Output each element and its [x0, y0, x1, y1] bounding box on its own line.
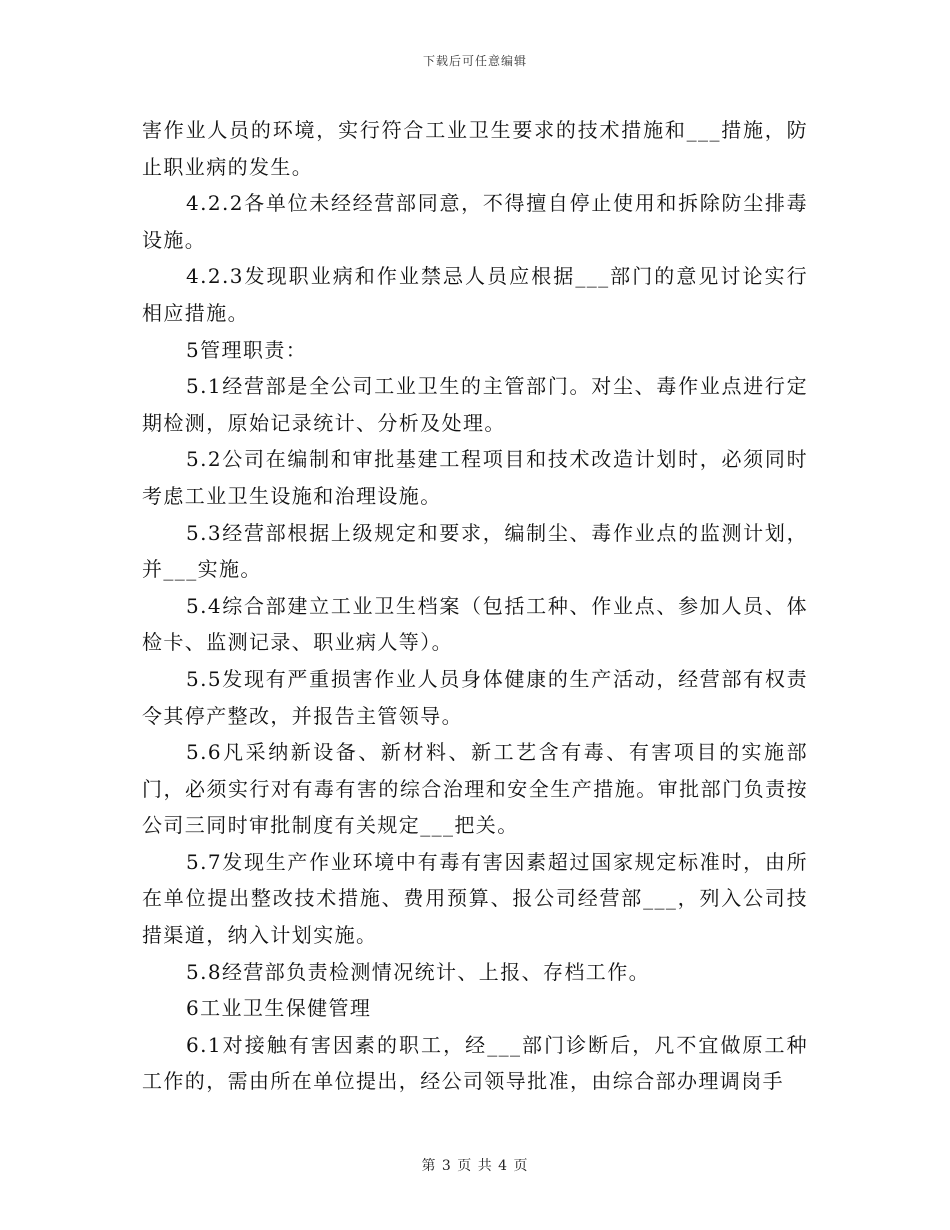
- paragraph-5-5: 5.5发现有严重损害作业人员身体健康的生产活动，经营部有权责令其停产整改，并报告主管领导。: [142, 666, 808, 728]
- paragraph-5-3: 5.3经营部根据上级规定和要求，编制尘、毒作业点的监测计划，并___实施。: [142, 520, 808, 582]
- paragraph-1: 害作业人员的环境，实行符合工业卫生要求的技术措施和___措施，防止职业病的发生。: [142, 118, 808, 179]
- paragraph-5-7: 5.7发现生产作业环境中有毒有害因素超过国家规定标准时，由所在单位提出整改技术措施、费用预算、报公司经营部___，列入公司技措渠道，纳入计划实施。: [142, 849, 808, 948]
- section-heading-6: 6工业卫生保健管理: [186, 996, 372, 1021]
- paragraph-5-1: 5.1经营部是全公司工业卫生的主管部门。对尘、毒作业点进行定期检测，原始记录统计、分析及处理。: [142, 374, 808, 435]
- paragraph-5-8: 5.8经营部负责检测情况统计、上报、存档工作。: [186, 959, 651, 984]
- paragraph-5-6: 5.6凡采纳新设备、新材料、新工艺含有毒、有害项目的实施部门，必须实行对有毒有害的综合治理和安全生产措施。审批部门负责按公司三同时审批制度有关规定___把关。: [142, 740, 808, 838]
- paragraph-2: 4.2.2各单位未经经营部同意，不得擅自停止使用和拆除防尘排毒设施。: [142, 191, 808, 252]
- page-footer: 第 3 页 共 4 页: [421, 1158, 529, 1174]
- document-body: [142, 112, 808, 1100]
- paragraph-3: 4.2.3发现职业病和作业禁忌人员应根据___部门的意见讨论实行相应措施。: [142, 264, 808, 325]
- page-header: 下载后可任意编辑: [422, 54, 527, 68]
- paragraph-5-2: 5.2公司在编制和审批基建工程项目和技术改造计划时，必须同时考虑工业卫生设施和治理设施。: [142, 447, 808, 508]
- paragraph-6-1: 6.1对接触有害因素的职工，经___部门诊断后，凡不宜做原工种工作的，需由所在单位提出，经公司领导批准，由综合部办理调岗手: [142, 1032, 808, 1094]
- section-heading-5: 5管理职责：: [186, 337, 308, 362]
- paragraph-5-4: 5.4综合部建立工业卫生档案（包括工种、作业点、参加人员、体检卡、监测记录、职业病人等）。: [142, 593, 808, 655]
